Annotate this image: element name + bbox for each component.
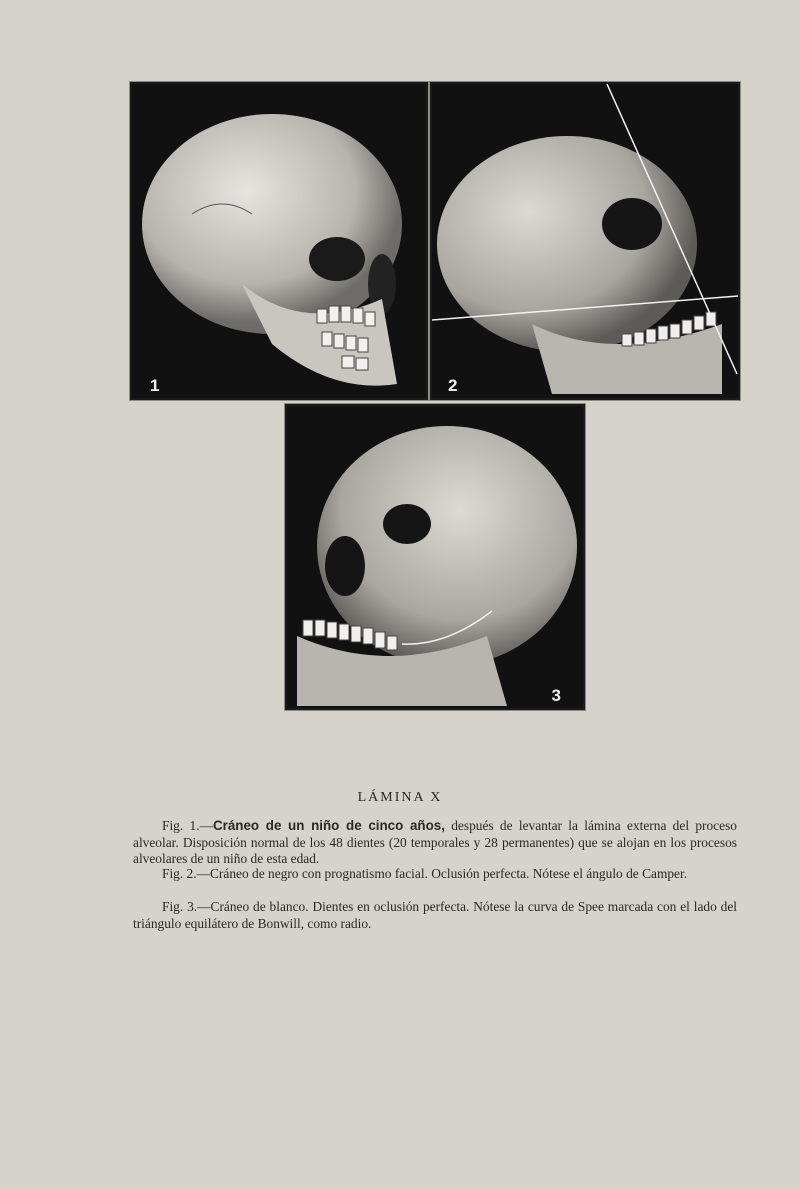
caption-2-label: Fig. 2.— — [162, 866, 210, 881]
caption-3-label: Fig. 3.— — [162, 899, 211, 914]
caption-2-text: Cráneo de negro con prognatismo facial. Oclusión perfecta. Nótese el ángulo de Camper. — [210, 866, 688, 881]
child-skull-icon — [132, 84, 426, 398]
figure-3-photo — [285, 404, 585, 710]
caption-3-text: Cráneo de blanco. Dientes en oclusión perfecta. Nótese la curva de Spee marcada con el lado del triángulo equilátero de Bonwill, como radio. — [133, 899, 737, 931]
adult-skull-camper-angle-icon — [432, 84, 738, 398]
caption-figure-1 — [133, 818, 737, 868]
figure-2-number: 2 — [448, 376, 458, 395]
caption-figure-3 — [133, 899, 737, 932]
caption-figure-2 — [133, 866, 737, 883]
figure-1-number: 1 — [150, 376, 160, 395]
caption-1-label: Fig. 1.— — [162, 818, 213, 833]
plate-title: LÁMINA X — [357, 790, 443, 805]
figure-1-photo — [130, 82, 428, 400]
figure-3-number: 3 — [551, 686, 561, 705]
adult-skull-spee-curve-icon — [287, 406, 583, 708]
caption-1-text: después de levantar la lámina externa del proceso alveolar. Disposición normal de los 48 dientes (20 temporales y 28 permanentes) que se alojan en los procesos alveolares de un niño de esta edad. — [133, 818, 737, 866]
caption-1-bold-title: Cráneo de un niño de cinco años, — [212, 818, 445, 833]
figure-2-photo — [430, 82, 740, 400]
